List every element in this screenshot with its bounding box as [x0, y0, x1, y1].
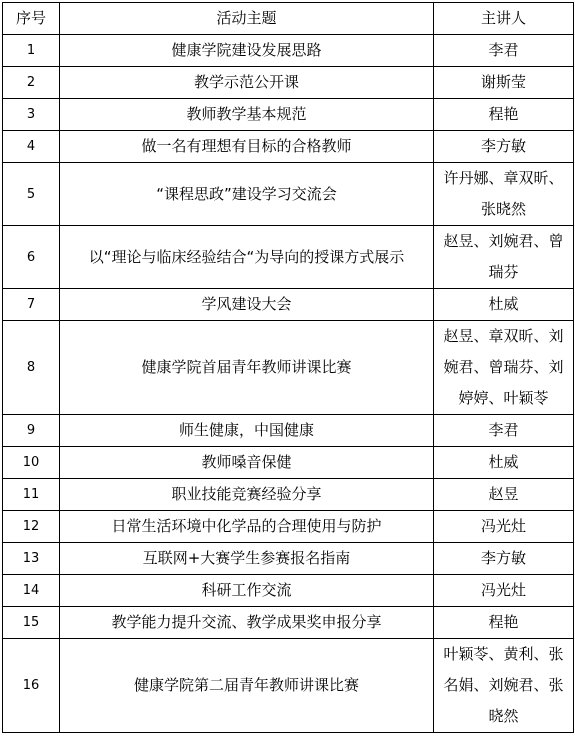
row-topic: 健康学院建设发展思路 [60, 35, 434, 67]
header-speaker: 主讲人 [434, 3, 574, 35]
row-topic: 健康学院首届青年教师讲课比赛 [60, 321, 434, 415]
row-number: 13 [3, 543, 60, 575]
table-row [3, 321, 574, 415]
row-speaker: 赵昱、章双昕、刘婉君、曾瑞芬、刘婷婷、叶颖苓 [434, 321, 574, 415]
row-speaker: 叶颖苓、黄利、张名娟、刘婉君、张晓然 [434, 639, 574, 733]
row-topic: 教师嗓音保健 [60, 447, 434, 479]
row-number: 16 [3, 639, 60, 733]
row-topic: 教学能力提升交流、教学成果奖申报分享 [60, 607, 434, 639]
row-speaker: 杜威 [434, 447, 574, 479]
table-row [3, 289, 574, 321]
row-topic: 教学示范公开课 [60, 67, 434, 99]
header-topic: 活动主题 [60, 3, 434, 35]
row-number: 12 [3, 511, 60, 543]
activity-schedule-table [2, 2, 574, 733]
row-topic: 学风建设大会 [60, 289, 434, 321]
table-row [3, 35, 574, 67]
table-row [3, 415, 574, 447]
row-topic: 科研工作交流 [60, 575, 434, 607]
row-number: 7 [3, 289, 60, 321]
row-speaker: 李君 [434, 35, 574, 67]
row-topic: 做一名有理想有目标的合格教师 [60, 131, 434, 163]
table-row [3, 639, 574, 733]
row-topic: 以“理论与临床经验结合“为导向的授课方式展示 [60, 226, 434, 289]
table-header-row [3, 3, 574, 35]
row-number: 9 [3, 415, 60, 447]
row-speaker: 李君 [434, 415, 574, 447]
row-speaker: 杜威 [434, 289, 574, 321]
table-row [3, 447, 574, 479]
table-row [3, 575, 574, 607]
row-number: 8 [3, 321, 60, 415]
table-row [3, 131, 574, 163]
table-row [3, 163, 574, 226]
row-speaker: 李方敏 [434, 131, 574, 163]
row-topic: 师生健康，中国健康 [60, 415, 434, 447]
row-number: 14 [3, 575, 60, 607]
row-speaker: 赵昱 [434, 479, 574, 511]
row-number: 3 [3, 99, 60, 131]
row-number: 15 [3, 607, 60, 639]
row-speaker: 程艳 [434, 607, 574, 639]
row-topic: 日常生活环境中化学品的合理使用与防护 [60, 511, 434, 543]
row-topic: 健康学院第二届青年教师讲课比赛 [60, 639, 434, 733]
table-row [3, 543, 574, 575]
row-speaker: 赵昱、刘婉君、曾瑞芬 [434, 226, 574, 289]
row-number: 4 [3, 131, 60, 163]
table-row [3, 226, 574, 289]
table-row [3, 99, 574, 131]
row-number: 2 [3, 67, 60, 99]
row-number: 6 [3, 226, 60, 289]
row-topic: 教师教学基本规范 [60, 99, 434, 131]
row-number: 10 [3, 447, 60, 479]
row-topic: 职业技能竞赛经验分享 [60, 479, 434, 511]
row-number: 5 [3, 163, 60, 226]
row-speaker: 李方敏 [434, 543, 574, 575]
row-number: 11 [3, 479, 60, 511]
table-row [3, 479, 574, 511]
row-topic: “课程思政”建设学习交流会 [60, 163, 434, 226]
row-speaker: 许丹娜、章双昕、张晓然 [434, 163, 574, 226]
row-topic: 互联网+大赛学生参赛报名指南 [60, 543, 434, 575]
row-speaker: 程艳 [434, 99, 574, 131]
table-row [3, 67, 574, 99]
header-number: 序号 [3, 3, 60, 35]
row-speaker: 冯光灶 [434, 511, 574, 543]
table-row [3, 511, 574, 543]
table-row [3, 607, 574, 639]
row-speaker: 冯光灶 [434, 575, 574, 607]
row-speaker: 谢斯莹 [434, 67, 574, 99]
row-number: 1 [3, 35, 60, 67]
